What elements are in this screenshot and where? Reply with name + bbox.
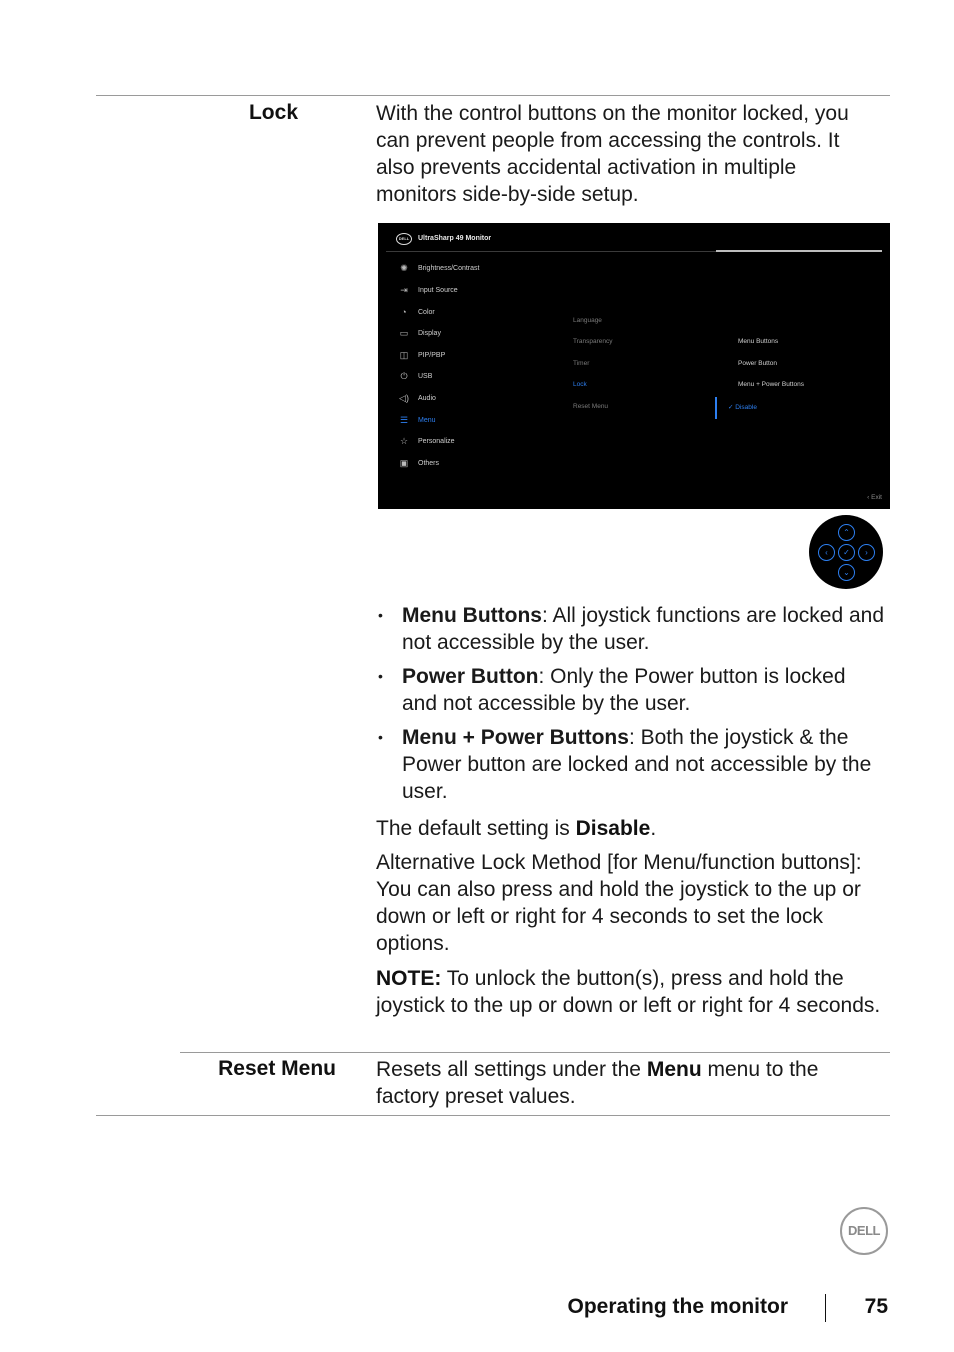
osd-screenshot <box>378 223 890 509</box>
table-top-rule <box>96 95 890 96</box>
chevron-right-icon: › <box>858 544 875 561</box>
osd-menu-others[interactable]: ▣ Others <box>399 457 440 468</box>
osd-menu-audio[interactable]: ◁) Audio <box>399 392 436 403</box>
list-item: • Power Button: Only the Power button is locked and not accessible by the user. <box>378 665 846 715</box>
osd-divider-highlight <box>716 250 882 252</box>
dell-logo: DELL <box>840 1207 888 1255</box>
osd-sub-lock[interactable]: Lock <box>573 381 587 388</box>
palette-icon: ◔ <box>401 307 407 317</box>
list-item: • Menu Buttons: All joystick functions are locked and not accessible by the user. <box>378 604 884 654</box>
footer-separator <box>825 1294 826 1322</box>
joystick-graphic <box>809 515 883 589</box>
star-icon: ☆ <box>399 435 409 446</box>
row-divider <box>180 1052 890 1053</box>
osd-sub-timer[interactable]: Timer <box>573 360 590 367</box>
usb-icon: ⏻ <box>400 370 408 381</box>
osd-menu-personalize[interactable]: ☆ Personalize <box>399 435 455 446</box>
osd-menu-pip-pbp[interactable]: ◫ PIP/PBP <box>399 349 446 360</box>
chevron-up-icon: ⌃ <box>838 524 855 541</box>
osd-sub-language[interactable]: Language <box>573 317 602 324</box>
others-icon: ▣ <box>399 457 409 468</box>
pip-icon: ◫ <box>399 349 409 360</box>
note: NOTE: To unlock the button(s), press and hold the joystick to the up or down or left or right for 4 seconds. <box>376 967 881 1017</box>
osd-menu-color[interactable]: ◔ Color <box>398 305 435 319</box>
osd-opt-disable[interactable]: ✓ Disable <box>728 404 757 411</box>
osd-dell-logo: DELL <box>396 233 412 245</box>
check-icon: ✓ <box>728 404 736 411</box>
osd-sub-transparency[interactable]: Transparency <box>573 338 613 345</box>
osd-opt-power-button[interactable]: Power Button <box>738 360 778 367</box>
osd-menu-brightness[interactable]: ✺ Brightness/Contrast <box>398 261 479 275</box>
check-icon: ✓ <box>838 544 855 561</box>
reset-menu-label: Reset Menu <box>218 1057 336 1080</box>
footer-section-title: Operating the monitor <box>567 1295 788 1318</box>
list-item: • Menu + Power Buttons: Both the joystick & the Power button are locked and not accessible by the user. <box>378 726 872 803</box>
chevron-left-icon: ‹ <box>867 494 872 501</box>
alternative-lock-method: Alternative Lock Method [for Menu/function buttons]: You can also press and hold the joystick to the up or down or left or right for 4 seconds to set the lock options. <box>376 851 862 955</box>
lock-intro: With the control buttons on the monitor locked, you can prevent people from accessing the controls. It also prevents accidental activation in multiple monitors side-by-side setup. <box>376 102 849 206</box>
osd-title: UltraSharp 49 Monitor <box>418 235 492 242</box>
osd-sub-reset-menu[interactable]: Reset Menu <box>573 403 609 410</box>
osd-menu-menu[interactable]: ☰ Menu <box>399 414 436 425</box>
osd-menu-display[interactable]: ▭ Display <box>399 327 441 338</box>
lock-options-list <box>376 602 886 812</box>
chevron-down-icon: ⌄ <box>838 564 855 581</box>
speaker-icon: ◁) <box>399 392 409 403</box>
osd-opt-menu-power-buttons[interactable]: Menu + Power Buttons <box>738 381 804 388</box>
lock-label: Lock <box>248 101 298 124</box>
default-setting: The default setting is Disable. <box>376 817 657 840</box>
menu-icon: ☰ <box>399 414 409 425</box>
table-bottom-rule <box>96 1115 890 1116</box>
osd-menu-usb[interactable]: ⏻ USB <box>398 369 432 383</box>
sun-icon: ✺ <box>400 262 408 273</box>
osd-menu-input-source[interactable]: ⇥ Input Source <box>398 283 458 297</box>
osd-selection-bar <box>715 397 717 419</box>
chevron-left-icon: ‹ <box>818 544 835 561</box>
page-number: 75 <box>864 1295 888 1318</box>
osd-opt-menu-buttons[interactable]: Menu Buttons <box>738 338 779 345</box>
input-icon: ⇥ <box>400 284 408 295</box>
reset-menu-description: Resets all settings under the Menu menu to the factory preset values. <box>376 1058 819 1108</box>
display-icon: ▭ <box>399 327 409 338</box>
osd-exit[interactable]: ‹ Exit <box>867 494 882 501</box>
